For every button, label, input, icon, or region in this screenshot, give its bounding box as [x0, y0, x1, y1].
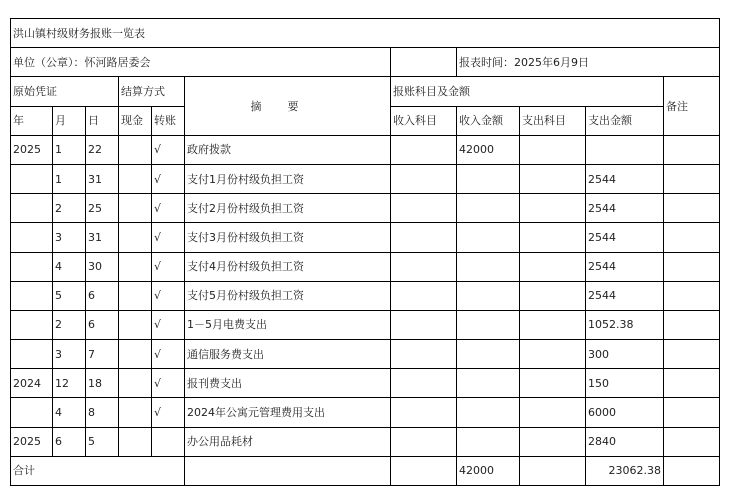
cell-day: 31 — [86, 164, 119, 193]
cell-note — [664, 194, 720, 223]
cell-transfer: √ — [152, 310, 185, 339]
cell-day: 5 — [86, 427, 119, 456]
cell-income-amount — [457, 398, 520, 427]
cell-expense-amount — [586, 135, 664, 164]
cell-day: 6 — [86, 281, 119, 310]
cell-income-amount: 42000 — [457, 135, 520, 164]
cell-year — [11, 340, 53, 369]
blank-cell — [391, 456, 457, 485]
cell-transfer: √ — [152, 340, 185, 369]
blank-cell — [520, 456, 586, 485]
header-voucher: 原始凭证 — [11, 77, 119, 106]
cell-summary: 支付1月份村级负担工资 — [185, 164, 391, 193]
header-note: 备注 — [664, 77, 720, 135]
header-year: 年 — [11, 106, 53, 135]
cell-day: 30 — [86, 252, 119, 281]
cell-income-subject — [391, 252, 457, 281]
cell-summary: 支付3月份村级负担工资 — [185, 223, 391, 252]
cell-summary: 政府拨款 — [185, 135, 391, 164]
unit-row — [11, 48, 720, 77]
cell-income-amount — [457, 340, 520, 369]
header-settle: 结算方式 — [119, 77, 185, 106]
cell-note — [664, 135, 720, 164]
cell-cash — [119, 369, 152, 398]
header-day: 日 — [86, 106, 119, 135]
cell-expense-amount: 2544 — [586, 252, 664, 281]
cell-year — [11, 194, 53, 223]
header-income-amount: 收入金额 — [457, 106, 520, 135]
blank-cell — [185, 456, 391, 485]
table-row — [11, 223, 720, 252]
header-income-subject: 收入科目 — [391, 106, 457, 135]
cell-income-subject — [391, 310, 457, 339]
header-row-1 — [11, 77, 720, 106]
sheet-title: 洪山镇村级财务报账一览表 — [11, 19, 720, 48]
table-row — [11, 310, 720, 339]
cell-transfer — [152, 427, 185, 456]
cell-cash — [119, 194, 152, 223]
cell-year — [11, 310, 53, 339]
cell-note — [664, 369, 720, 398]
cell-transfer: √ — [152, 252, 185, 281]
cell-transfer: √ — [152, 135, 185, 164]
cell-expense-amount: 1052.38 — [586, 310, 664, 339]
cell-summary: 支付2月份村级负担工资 — [185, 194, 391, 223]
cell-expense-amount: 2544 — [586, 164, 664, 193]
cell-income-subject — [391, 135, 457, 164]
cell-cash — [119, 252, 152, 281]
ledger-table — [10, 18, 720, 486]
header-expense-amount: 支出金额 — [586, 106, 664, 135]
cell-income-amount — [457, 252, 520, 281]
table-row — [11, 281, 720, 310]
cell-note — [664, 340, 720, 369]
cell-summary: 通信服务费支出 — [185, 340, 391, 369]
table-row — [11, 135, 720, 164]
cell-income-subject — [391, 164, 457, 193]
cell-income-subject — [391, 281, 457, 310]
cell-month: 4 — [53, 398, 86, 427]
cell-summary: 办公用品耗材 — [185, 427, 391, 456]
cell-note — [664, 223, 720, 252]
cell-year — [11, 164, 53, 193]
cell-expense-subject — [520, 398, 586, 427]
header-month: 月 — [53, 106, 86, 135]
table-row — [11, 252, 720, 281]
cell-year — [11, 398, 53, 427]
cell-expense-amount: 150 — [586, 369, 664, 398]
cell-transfer: √ — [152, 369, 185, 398]
cell-cash — [119, 398, 152, 427]
cell-day: 6 — [86, 310, 119, 339]
cell-day: 18 — [86, 369, 119, 398]
cell-expense-subject — [520, 310, 586, 339]
cell-cash — [119, 281, 152, 310]
cell-summary: 支付5月份村级负担工资 — [185, 281, 391, 310]
cell-month: 5 — [53, 281, 86, 310]
total-row — [11, 456, 720, 485]
cell-summary: 1－5月电费支出 — [185, 310, 391, 339]
cell-month: 2 — [53, 310, 86, 339]
cell-income-amount — [457, 164, 520, 193]
cell-month: 3 — [53, 223, 86, 252]
cell-year: 2024 — [11, 369, 53, 398]
cell-note — [664, 398, 720, 427]
cell-expense-subject — [520, 369, 586, 398]
cell-day: 7 — [86, 340, 119, 369]
cell-year — [11, 223, 53, 252]
blank-cell — [391, 48, 457, 77]
cell-cash — [119, 223, 152, 252]
cell-note — [664, 427, 720, 456]
cell-year — [11, 281, 53, 310]
cell-note — [664, 252, 720, 281]
cell-income-subject — [391, 223, 457, 252]
cell-cash — [119, 427, 152, 456]
total-income: 42000 — [457, 456, 520, 485]
header-summary: 摘要 — [185, 77, 391, 135]
cell-expense-amount: 2544 — [586, 194, 664, 223]
cell-expense-amount: 300 — [586, 340, 664, 369]
cell-month: 12 — [53, 369, 86, 398]
cell-summary: 2024年公寓元管理费用支出 — [185, 398, 391, 427]
cell-note — [664, 310, 720, 339]
cell-expense-subject — [520, 135, 586, 164]
cell-day: 25 — [86, 194, 119, 223]
cell-summary: 报刊费支出 — [185, 369, 391, 398]
title-row — [11, 19, 720, 48]
cell-cash — [119, 310, 152, 339]
cell-income-amount — [457, 427, 520, 456]
total-label: 合计 — [11, 456, 185, 485]
cell-expense-amount: 2840 — [586, 427, 664, 456]
cell-year: 2025 — [11, 427, 53, 456]
header-transfer: 转账 — [152, 106, 185, 135]
cell-expense-amount: 6000 — [586, 398, 664, 427]
cell-month: 1 — [53, 164, 86, 193]
cell-month: 3 — [53, 340, 86, 369]
cell-day: 22 — [86, 135, 119, 164]
cell-income-amount — [457, 194, 520, 223]
table-row — [11, 194, 720, 223]
report-time: 报表时间：2025年6月9日 — [457, 48, 720, 77]
cell-month: 1 — [53, 135, 86, 164]
cell-expense-amount: 2544 — [586, 281, 664, 310]
cell-income-amount — [457, 369, 520, 398]
cell-income-subject — [391, 194, 457, 223]
unit-label: 单位（公章）：怀河路居委会 — [11, 48, 391, 77]
header-cash: 现金 — [119, 106, 152, 135]
cell-expense-subject — [520, 223, 586, 252]
table-row — [11, 398, 720, 427]
cell-cash — [119, 340, 152, 369]
cell-income-subject — [391, 398, 457, 427]
header-accounts: 报账科目及金额 — [391, 77, 664, 106]
cell-day: 31 — [86, 223, 119, 252]
cell-month: 2 — [53, 194, 86, 223]
cell-income-subject — [391, 340, 457, 369]
cell-year — [11, 252, 53, 281]
cell-note — [664, 281, 720, 310]
cell-expense-subject — [520, 340, 586, 369]
table-row — [11, 340, 720, 369]
cell-transfer: √ — [152, 194, 185, 223]
cell-year: 2025 — [11, 135, 53, 164]
cell-expense-subject — [520, 281, 586, 310]
table-row — [11, 427, 720, 456]
cell-transfer: √ — [152, 398, 185, 427]
cell-income-amount — [457, 223, 520, 252]
cell-expense-subject — [520, 252, 586, 281]
cell-expense-subject — [520, 427, 586, 456]
cell-summary: 支付4月份村级负担工资 — [185, 252, 391, 281]
cell-income-amount — [457, 310, 520, 339]
cell-note — [664, 164, 720, 193]
cell-expense-amount: 2544 — [586, 223, 664, 252]
cell-day: 8 — [86, 398, 119, 427]
cell-income-subject — [391, 369, 457, 398]
cell-transfer: √ — [152, 281, 185, 310]
cell-transfer: √ — [152, 223, 185, 252]
cell-cash — [119, 164, 152, 193]
cell-cash — [119, 135, 152, 164]
header-expense-subject: 支出科目 — [520, 106, 586, 135]
cell-month: 4 — [53, 252, 86, 281]
cell-month: 6 — [53, 427, 86, 456]
cell-expense-subject — [520, 194, 586, 223]
cell-income-amount — [457, 281, 520, 310]
table-row — [11, 369, 720, 398]
total-expense: 23062.38 — [586, 456, 664, 485]
cell-income-subject — [391, 427, 457, 456]
table-row — [11, 164, 720, 193]
blank-cell — [664, 456, 720, 485]
cell-expense-subject — [520, 164, 586, 193]
cell-transfer: √ — [152, 164, 185, 193]
